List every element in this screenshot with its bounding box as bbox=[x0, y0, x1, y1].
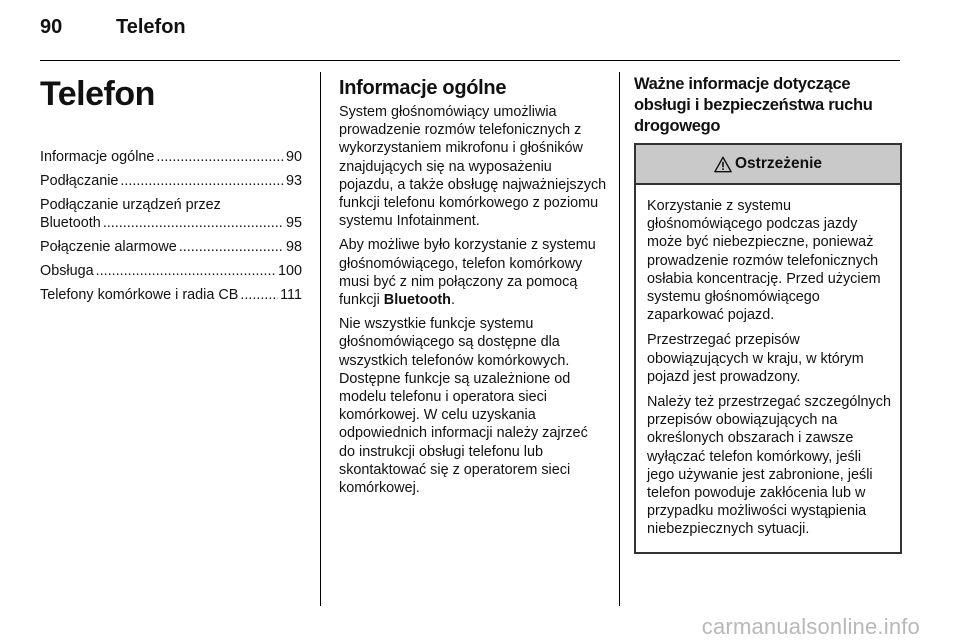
section-heading: Informacje ogólne bbox=[339, 77, 507, 99]
column-divider bbox=[320, 72, 321, 606]
warning-paragraph: Przestrzegać przepisów obowiązujących w kraju, w którym pojazd jest prowadzony. bbox=[647, 332, 864, 385]
warning-paragraph: Korzystanie z systemu głośnomówiącego podczas jazdy może być niebezpieczne, ponieważ prowadzenie rozmów telefonicznych osłabia koncentrację. Przed użyciem systemu głośnomówiącego zaparkować pojazd. bbox=[647, 198, 881, 324]
section-heading: Ważne informacje dotyczące obsługi i bezpieczeństwa ruchu drogowego bbox=[634, 75, 873, 135]
warning-body bbox=[636, 185, 900, 552]
warning-header bbox=[636, 145, 900, 185]
toc-page: 90 bbox=[285, 149, 302, 165]
page-number: 90 bbox=[40, 16, 63, 38]
toc-label-line: Podłączanie urządzeń przez bbox=[40, 197, 221, 213]
general-info-column bbox=[339, 72, 607, 503]
toc-page: 111 bbox=[280, 287, 302, 303]
watermark: carmanualsonline.info bbox=[701, 614, 920, 639]
toc-page: 95 bbox=[285, 215, 302, 231]
warning-triangle-icon bbox=[714, 156, 732, 173]
toc-item[interactable] bbox=[40, 262, 302, 280]
safety-column bbox=[634, 72, 902, 554]
toc-column bbox=[40, 72, 302, 310]
toc-item[interactable] bbox=[40, 286, 302, 304]
bluetooth-term: Bluetooth bbox=[383, 292, 451, 309]
running-section-title: Telefon bbox=[116, 16, 186, 38]
paragraph: Aby możliwe było korzystanie z systemu głośnomówiącego, telefon komórkowy musi być z nim połączony za pomocą funkcji Bluetooth. bbox=[339, 237, 596, 309]
toc-item[interactable] bbox=[40, 238, 302, 256]
warning-box bbox=[634, 143, 902, 554]
toc-page: 100 bbox=[277, 263, 302, 279]
toc-label: Podłączanie bbox=[40, 173, 119, 189]
toc-page: 98 bbox=[285, 239, 302, 255]
toc-item[interactable] bbox=[40, 196, 302, 232]
toc-item[interactable] bbox=[40, 148, 302, 166]
toc-label: Połączenie alarmowe bbox=[40, 239, 177, 255]
warning-label: Ostrzeżenie bbox=[734, 155, 822, 172]
column-divider bbox=[619, 72, 620, 606]
toc-label: Obsługa bbox=[40, 263, 94, 279]
chapter-title: Telefon bbox=[40, 75, 155, 113]
table-of-contents bbox=[40, 148, 302, 304]
paragraph: System głośnomówiący umożliwia prowadzenie rozmów telefonicznych z wykorzystaniem mikrofonu i głośników znajdujących się na wyposażeniu pojazdu, a także obsługę najważniejszych funkcji telefonu komórkowego z poziomu systemu Infotainment. bbox=[339, 104, 607, 230]
page-header bbox=[40, 16, 900, 50]
warning-paragraph: Należy też przestrzegać szczególnych przepisów obowiązujących na określonych obszarach i zawsze wyłączać telefon komórkowy, jeśli jego używanie jest zabronione, jeśli telefon powoduje zakłócenia lub w przypadku możliwości wystąpienia niebezpiecznych sytuacji. bbox=[647, 394, 891, 538]
header-rule bbox=[40, 60, 900, 61]
paragraph: Nie wszystkie funkcje systemu głośnomówiącego są dostępne dla wszystkich telefonów komórkowych. Dostępne funkcje są uzależnione od modelu telefonu i operatora sieci komórkowej. W celu uzyskania odpowiednich informacji należy zajrzeć do instrukcji obsługi telefonu lub skontaktować się z operatorem sieci komórkowej. bbox=[339, 316, 588, 497]
toc-page: 93 bbox=[285, 173, 302, 189]
toc-label: Bluetooth bbox=[40, 215, 101, 231]
toc-item[interactable] bbox=[40, 172, 302, 190]
toc-label: Telefony komórkowe i radia CB bbox=[40, 287, 239, 303]
toc-label: Informacje ogólne bbox=[40, 149, 155, 165]
